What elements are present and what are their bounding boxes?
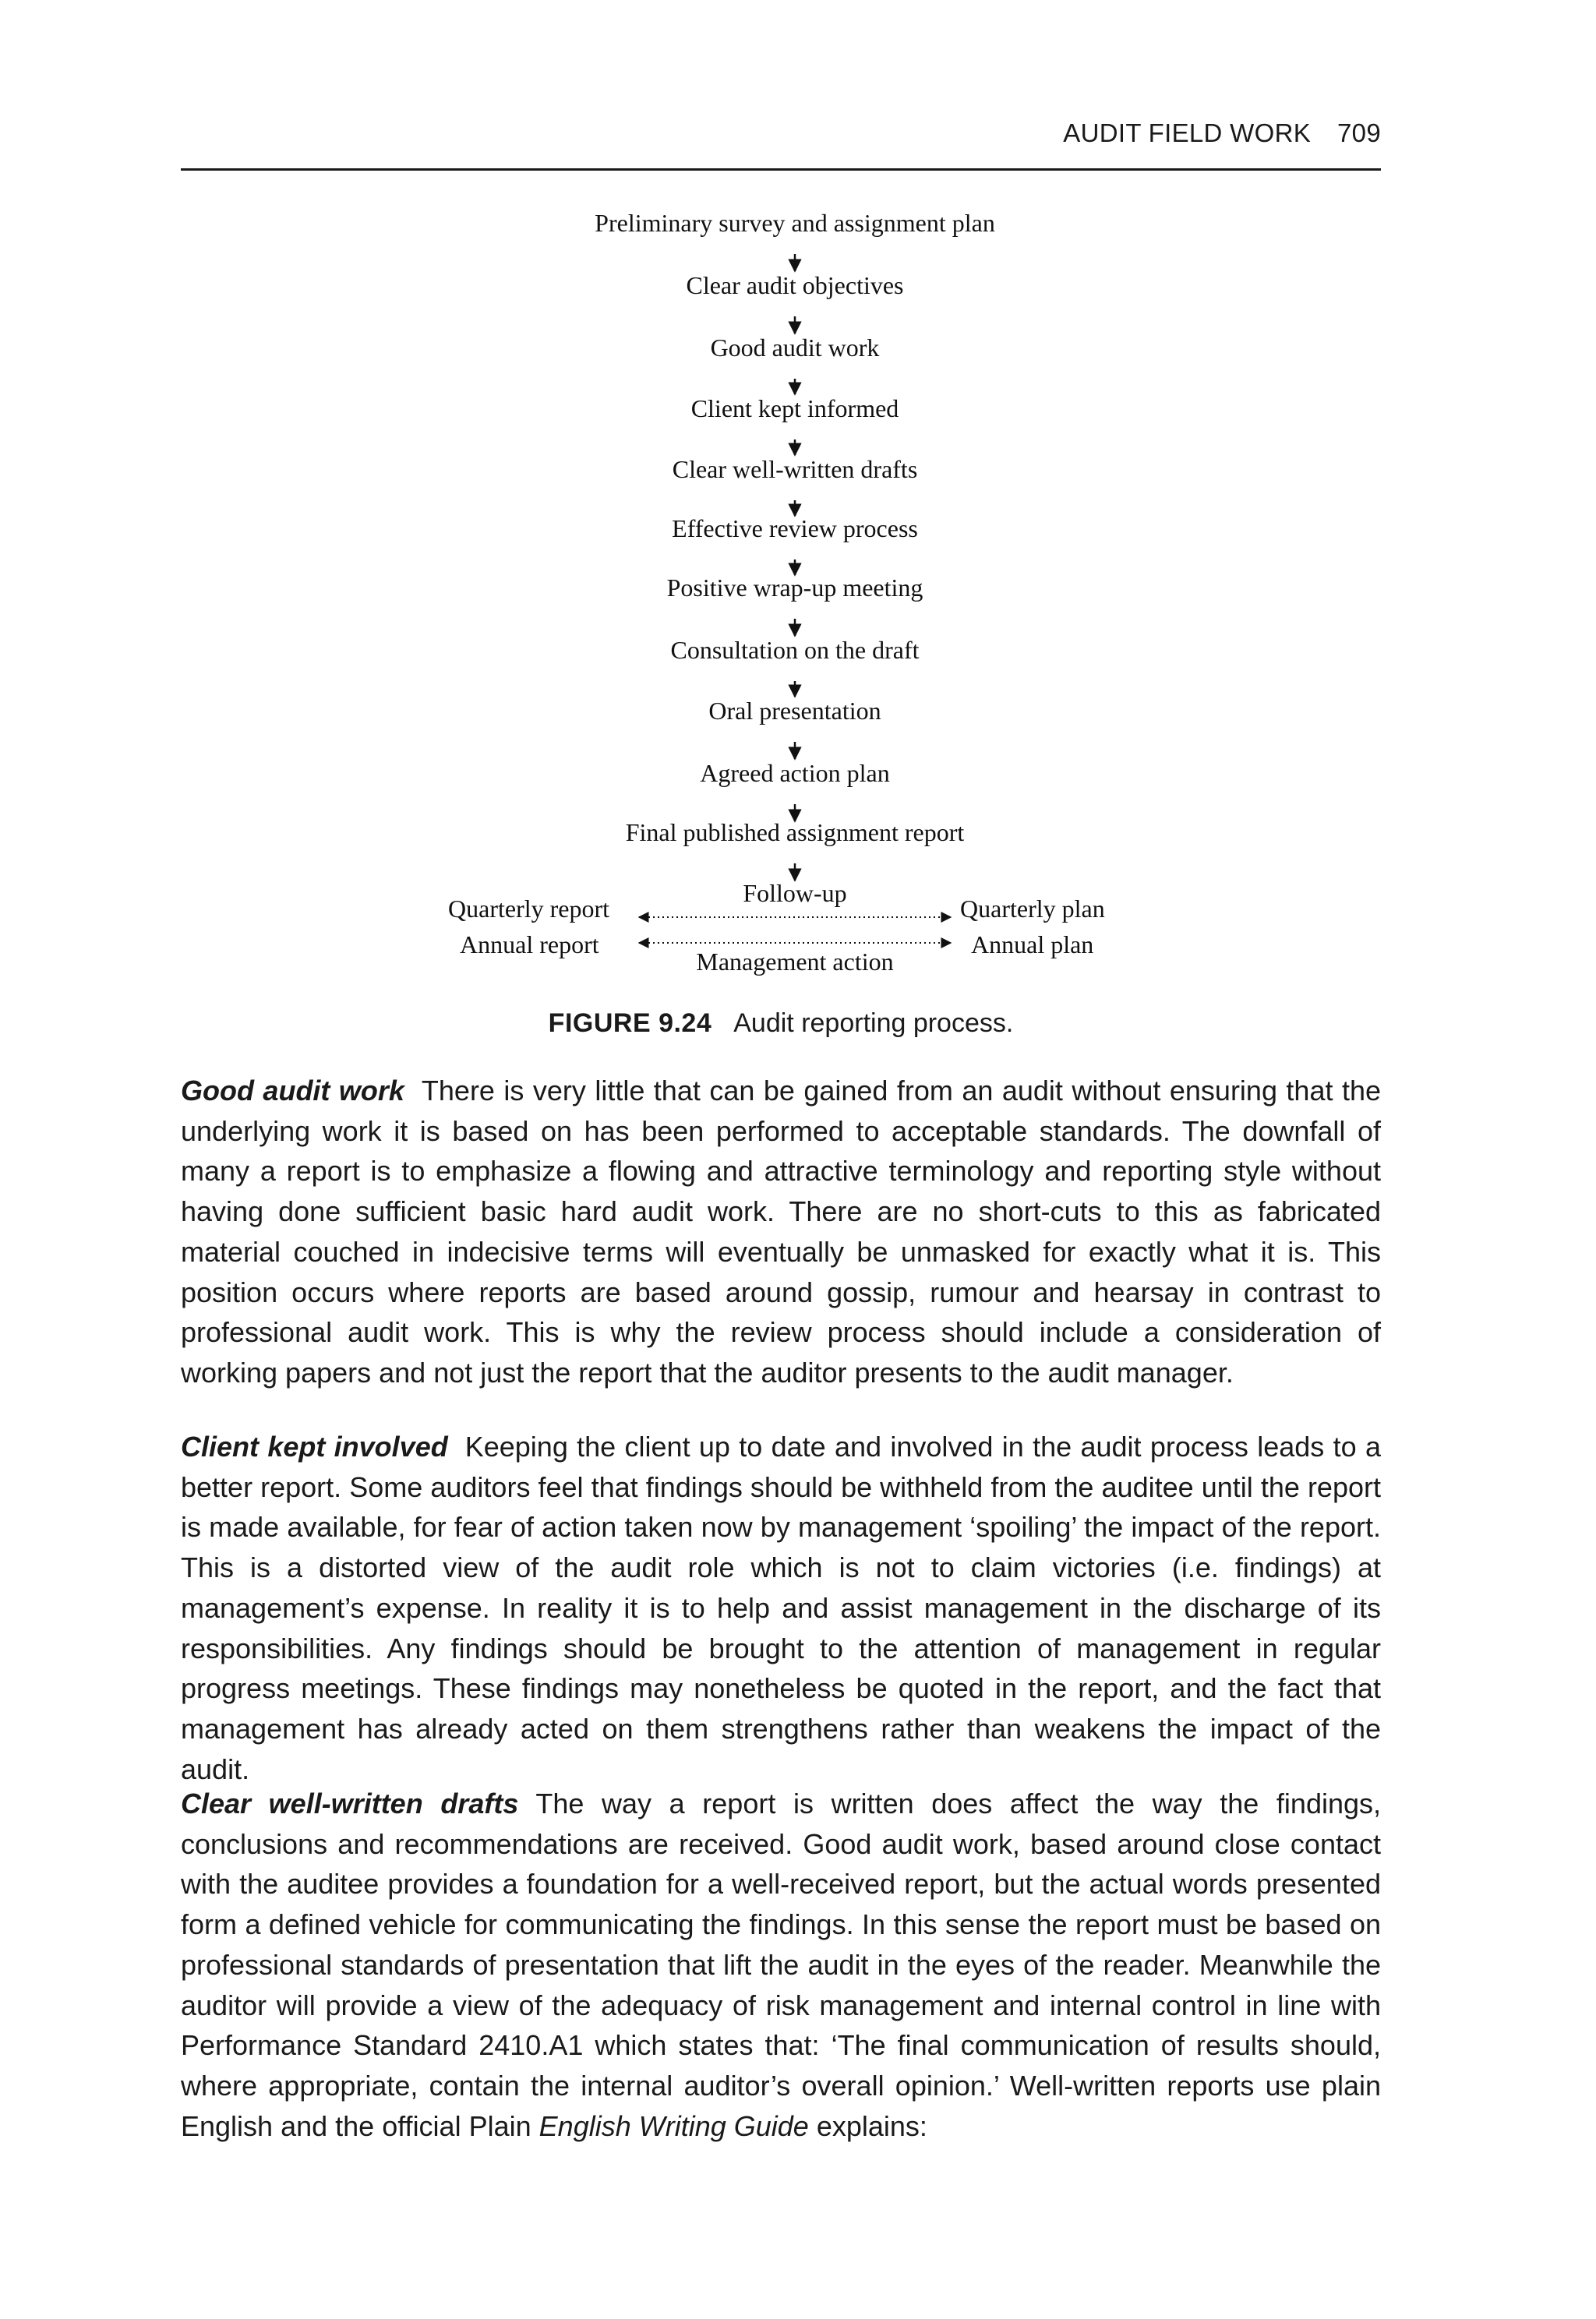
paragraph-text: Keeping the client up to date and involved in the audit process leads to a better report. Some auditors feel that findings should be withheld from the auditee until the report is made available, for fear of action taken now by management ‘spoiling’ the impact of the report. This is a distorted view of the audit role which is not to claim victories (i.e. findings) at management’s expense. In reality it is to help and assist management in the discharge of its responsibilities. Any findings should be brought to the attention of management in regular progress meetings. These findings may nonetheless be quoted in the report, and the fact that management has already acted on them strengthens rather than weakens the impact of the audit. — [181, 1431, 1381, 1785]
paragraph-heading: Good audit work — [181, 1075, 404, 1107]
paragraph-text: There is very little that can be gained from an audit without ensuring that the underlying work it is based on has been performed to acceptable standards. The downfall of many a report is to emphasize a flowing and attractive terminology and reporting style without having done sufficient basic hard audit work. There are no short-cuts to this as fabricated material couched in indecisive terms will eventually be unmasked for exactly what it is. This position occurs where reports are based around gossip, rumour and hearsay in contrast to professional audit work. This is why the review process should include a consideration of working papers and not just the report that the auditor presents to the audit manager. — [181, 1075, 1381, 1389]
paragraph-tail: explains: — [816, 2109, 927, 2142]
audit-reporting-flowchart — [405, 201, 1185, 988]
paragraph-heading: Client kept involved — [181, 1431, 448, 1463]
flow-step: Positive wrap-up meeting — [666, 574, 923, 602]
flow-step: Clear well-written drafts — [672, 455, 918, 483]
quarterly-report-label: Quarterly report — [448, 895, 610, 923]
paragraph-clear-well-written-drafts — [181, 1784, 1381, 2146]
flow-step: Final published assignment report — [625, 818, 965, 846]
figure-number: FIGURE 9.24 — [548, 1008, 712, 1038]
annual-plan-label: Annual plan — [971, 930, 1094, 958]
paragraph-text: The way a report is written does affect the way the findings, conclusions and recommendations are received. Good audit work, based around close contact with the auditee provides a foundation for a well-received report, but the actual words presented form a defined vehicle for communicating the findings. In this sense the report must be based on professional standards of presentation that lift the audit in the eyes of the reader. Meanwhile the auditor will provide a view of the adequacy of risk management and internal control in line with Performance Standard 2410.A1 which states that: ‘The final communication of results should, where appropriate, contain the internal auditor’s overall opinion.’ Well-written reports use plain English and the official Plain — [181, 1788, 1382, 2142]
quarterly-plan-label: Quarterly plan — [960, 895, 1105, 923]
page-number: 709 — [1337, 118, 1381, 147]
guide-title: English Writing Guide — [538, 2109, 809, 2142]
management-action-label: Management action — [696, 948, 894, 976]
flow-step: Client kept informed — [690, 394, 899, 422]
header-title: AUDIT FIELD WORK — [1063, 118, 1312, 147]
paragraph-good-audit-work — [181, 1071, 1381, 1393]
running-header — [181, 118, 1381, 171]
annual-report-label: Annual report — [460, 930, 599, 958]
paragraph-client-kept-involved — [181, 1427, 1381, 1789]
flow-step: Good audit work — [710, 334, 880, 362]
flow-step: Effective review process — [672, 514, 918, 542]
figure-caption — [181, 1008, 1381, 1039]
flow-step: Oral presentation — [708, 697, 881, 725]
figure-caption-text: Audit reporting process. — [733, 1008, 1014, 1038]
paragraph-heading: Clear well-written drafts — [181, 1788, 519, 1820]
follow-up-label: Follow-up — [743, 879, 847, 907]
flow-step: Agreed action plan — [700, 759, 890, 787]
flow-step: Clear audit objectives — [686, 271, 904, 299]
flow-step: Preliminary survey and assignment plan — [595, 209, 995, 237]
flow-step: Consultation on the draft — [670, 636, 920, 664]
